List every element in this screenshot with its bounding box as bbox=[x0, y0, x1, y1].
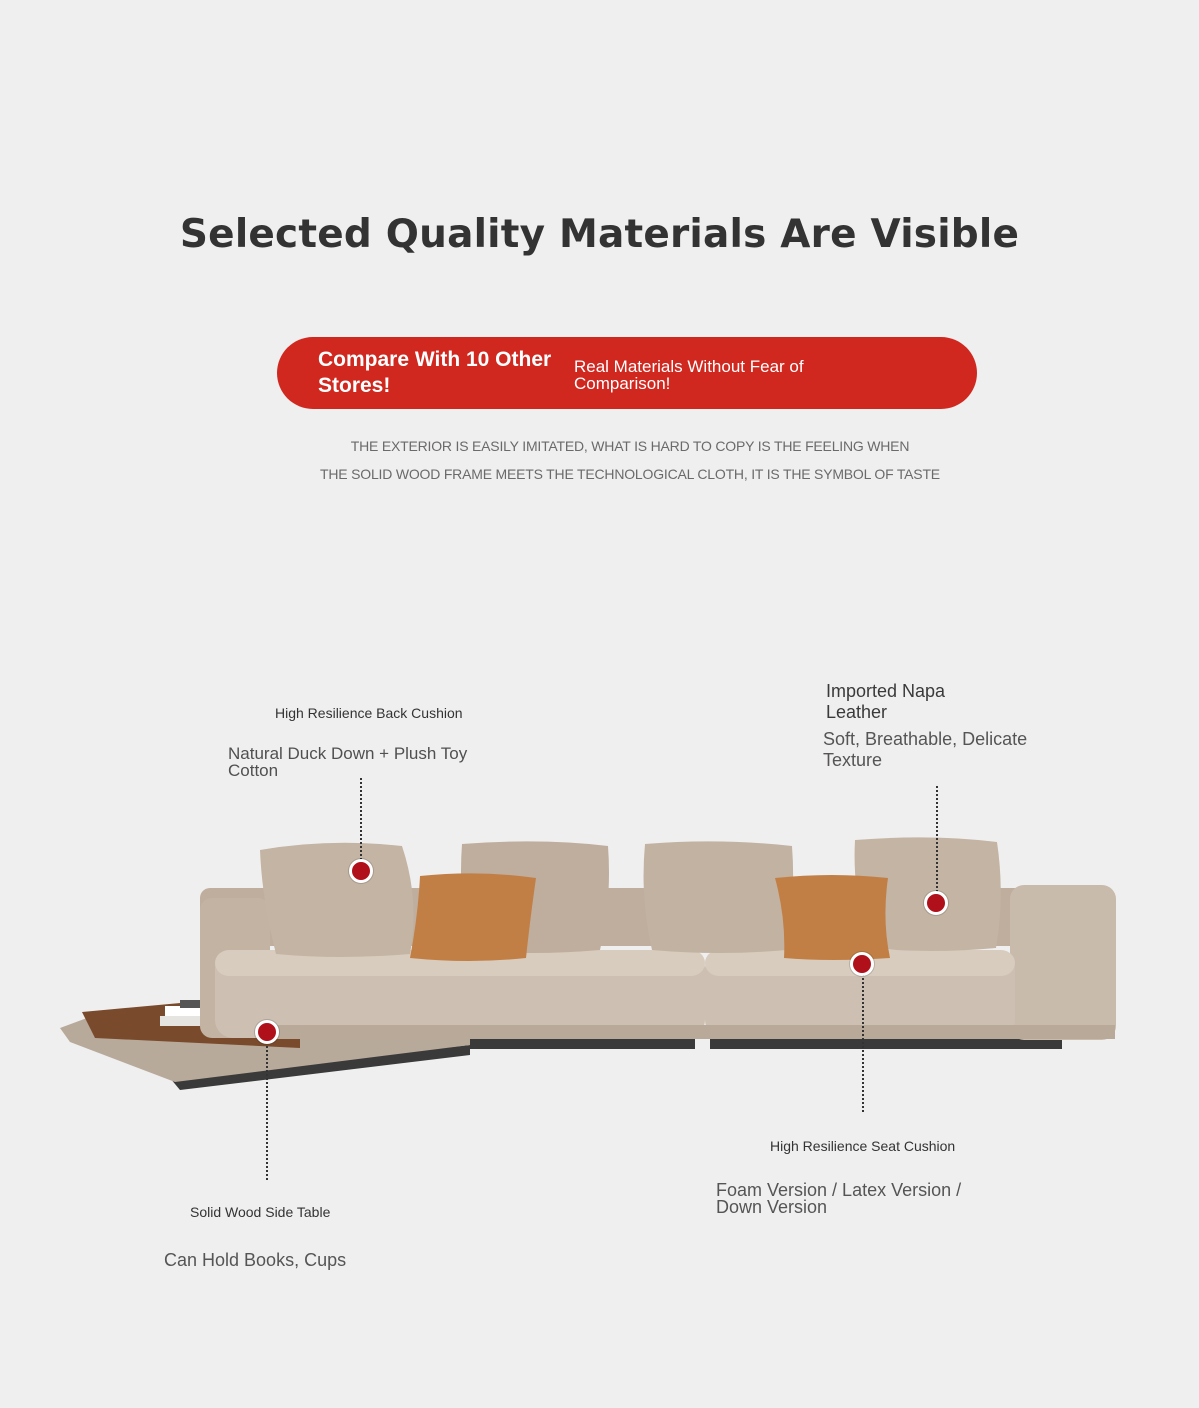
back-cushion-detail: Natural Duck Down + Plush Toy Cotton bbox=[228, 744, 468, 780]
leather-marker bbox=[924, 891, 948, 915]
side-table-leader bbox=[266, 1034, 268, 1180]
banner-left-text: Compare With 10 Other Stores! bbox=[318, 348, 552, 397]
tagline-line-2: THE SOLID WOOD FRAME MEETS THE TECHNOLOGICAL CLOTH, IT IS THE SYMBOL OF TASTE bbox=[320, 466, 940, 482]
side-table-detail: Can Hold Books, Cups bbox=[164, 1250, 347, 1270]
leather-leader bbox=[936, 786, 938, 904]
back-cushion-marker bbox=[349, 859, 373, 883]
seat-cushion-leader bbox=[862, 966, 864, 1112]
seat-cushion-detail: Foam Version / Latex Version / Down Version bbox=[716, 1180, 962, 1217]
back-cushion-title: High Resilience Back Cushion bbox=[275, 705, 463, 721]
sofa-illustration bbox=[0, 820, 1199, 1110]
leather-title: Imported Napa Leather bbox=[826, 681, 946, 722]
back-cushion-leader bbox=[360, 778, 362, 868]
leather-detail: Soft, Breathable, Delicate Texture bbox=[823, 729, 1028, 770]
tagline-line-1: THE EXTERIOR IS EASILY IMITATED, WHAT IS HARD TO COPY IS THE FEELING WHEN bbox=[350, 438, 910, 454]
banner-right-text: Real Materials Without Fear of Comparison! bbox=[574, 357, 804, 393]
side-table-marker bbox=[255, 1020, 279, 1044]
seat-cushion-marker bbox=[850, 952, 874, 976]
seat-cushion-title: High Resilience Seat Cushion bbox=[770, 1138, 956, 1154]
page-title: Selected Quality Materials Are Visible bbox=[179, 212, 1020, 257]
side-table-title: Solid Wood Side Table bbox=[190, 1204, 331, 1220]
